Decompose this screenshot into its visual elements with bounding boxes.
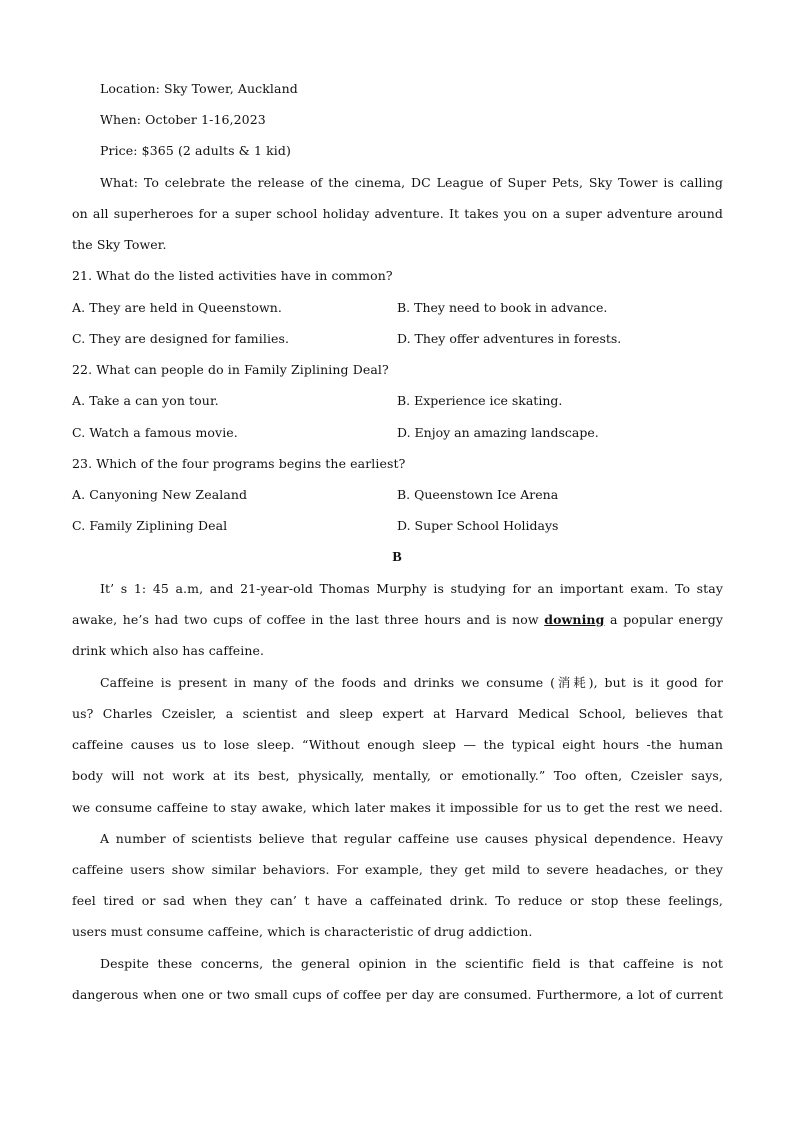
event-what-line: the Sky Tower. (72, 237, 167, 252)
event-when: When: October 1-16,2023 (100, 112, 266, 127)
option-d: D. Super School Holidays (397, 518, 559, 533)
option-d: D. They offer adventures in forests. (397, 331, 622, 346)
paragraph-line: Caffeine is present in many of the foods and drinks we consume (消耗), but is it good for (100, 675, 723, 690)
paragraph-line: users must consume caffeine, which is characteristic of drug addiction. (72, 924, 533, 939)
option-a: A. Take a can yon tour. (72, 393, 219, 408)
option-a: A. Canyoning New Zealand (72, 487, 248, 502)
keyword-downing: downing (544, 612, 605, 627)
option-a: A. They are held in Queenstown. (72, 300, 282, 315)
option-c: C. Watch a famous movie. (72, 425, 238, 440)
paragraph-line: we consume caffeine to stay awake, which later makes it impossible for us to get the rest we need. (72, 800, 723, 815)
option-d: D. Enjoy an amazing landscape. (397, 425, 599, 440)
option-b: B. They need to book in advance. (397, 300, 608, 315)
event-price: Price: $365 (2 adults & 1 kid) (100, 143, 291, 158)
paragraph-line: us? Charles Czeisler, a scientist and sleep expert at Harvard Medical School, believes that (72, 706, 723, 721)
event-what-line: on all superheroes for a super school holiday adventure. It takes you on a super adventure around (72, 206, 723, 221)
paragraph-line: body will not work at its best, physically, mentally, or emotionally.” Too often, Czeisler says, (72, 768, 723, 783)
paragraph-line: caffeine causes us to lose sleep. “Without enough sleep — the typical eight hours -the human (72, 737, 723, 752)
paragraph-line: drink which also has caffeine. (72, 643, 265, 658)
paragraph-line: A number of scientists believe that regular caffeine use causes physical dependence. Heavy (100, 831, 723, 846)
paragraph-line (72, 611, 723, 629)
question-stem: 21. What do the listed activities have in common? (72, 268, 393, 283)
paragraph-line: caffeine users show similar behaviors. For example, they get mild to severe headaches, or they (72, 862, 723, 877)
paragraph-line: dangerous when one or two small cups of coffee per day are consumed. Furthermore, a lot of current (72, 988, 723, 1002)
event-location: Location: Sky Tower, Auckland (100, 81, 298, 96)
event-what-line: What: To celebrate the release of the cinema, DC League of Super Pets, Sky Tower is calling (100, 175, 723, 190)
question-stem: 23. Which of the four programs begins the earliest? (72, 456, 406, 471)
section-title: B (392, 550, 402, 565)
text-run: a popular energy (604, 612, 723, 627)
paragraph-line: Despite these concerns, the general opinion in the scientific field is that caffeine is not (100, 956, 723, 971)
option-b: B. Queenstown Ice Arena (397, 487, 559, 502)
option-c: C. Family Ziplining Deal (72, 518, 228, 533)
option-c: C. They are designed for families. (72, 331, 290, 346)
text-run: awake, he’s had two cups of coffee in the last three hours and is now (72, 612, 545, 627)
option-b: B. Experience ice skating. (397, 393, 563, 408)
question-stem: 22. What can people do in Family Ziplining Deal? (72, 362, 389, 377)
paragraph-line: feel tired or sad when they can’ t have a caffeinated drink. To reduce or stop these feelings, (72, 893, 723, 908)
paragraph-line: It’ s 1: 45 a.m, and 21-year-old Thomas Murphy is studying for an important exam. To stay (100, 581, 723, 596)
